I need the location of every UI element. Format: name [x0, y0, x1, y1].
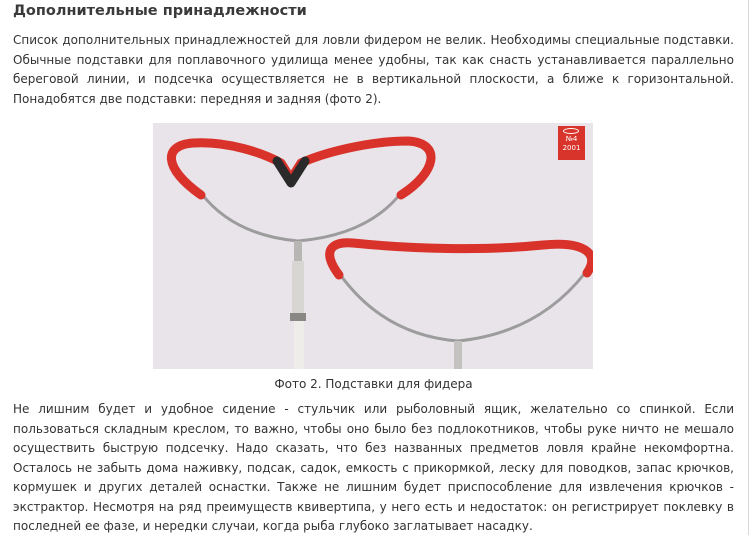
rest-left-stem	[292, 261, 304, 316]
article-paragraph-2: Не лишним будет и удобное сидение - стульчик или рыболовный ящик, желательно со спинкой. Если пользоваться складным креслом, то важно, чтобы оно было без подлокотников, чтобы руке ничто не мешало осуществить быструю подсечку. Надо сказать, что без названных предметов ловля крайне некомфортна. Осталось не забыть дома наживку, подсак, садок, емкость с прикормкой, леску для поводков, запас крючков, кормушек и других деталей оснастки. Также не лишним будет приспособление для извлечения крючков - экстрактор. Несмотря на ряд преимуществ квивертипа, у него есть и недостаток: он регистрирует поклевку в последней ее фазе, и нередки случаи, когда рыба глубоко заглатывает насадку.	[13, 402, 734, 533]
rest-left-metal-arc	[201, 193, 401, 241]
magazine-badge	[558, 126, 585, 160]
article-paragraph-1: Список дополнительных принадлежностей для ловли фидером не велик. Необходимы специальные подставки. Обычные подставки для поплавочного удилища менее удобны, так как снасть устанавливается параллельно береговой линии, и подсечка осуществляется не в вертикальной плоскости, а ближе к горизонтальной. Понадобятся две подставки: передняя и задняя (фото 2).	[13, 33, 734, 106]
photo-feeder-rests	[153, 123, 593, 369]
article-title: Дополнительные принадлежности	[13, 3, 307, 19]
rest-left-stem-top	[294, 241, 302, 261]
rod-rests-illustration	[153, 123, 593, 369]
rest-right-metal-arc	[339, 273, 585, 341]
rest-left-clamp	[290, 313, 306, 321]
rest-right-rubber	[330, 243, 592, 275]
photo-caption: Фото 2. Подставки для фидера	[274, 377, 473, 391]
page-divider	[748, 0, 749, 535]
fish-logo-icon	[563, 128, 579, 134]
badge-year: 2001	[562, 144, 581, 152]
rest-right-stem	[454, 341, 462, 369]
rest-left-leg	[294, 321, 304, 369]
badge-issue: №4	[565, 135, 578, 143]
